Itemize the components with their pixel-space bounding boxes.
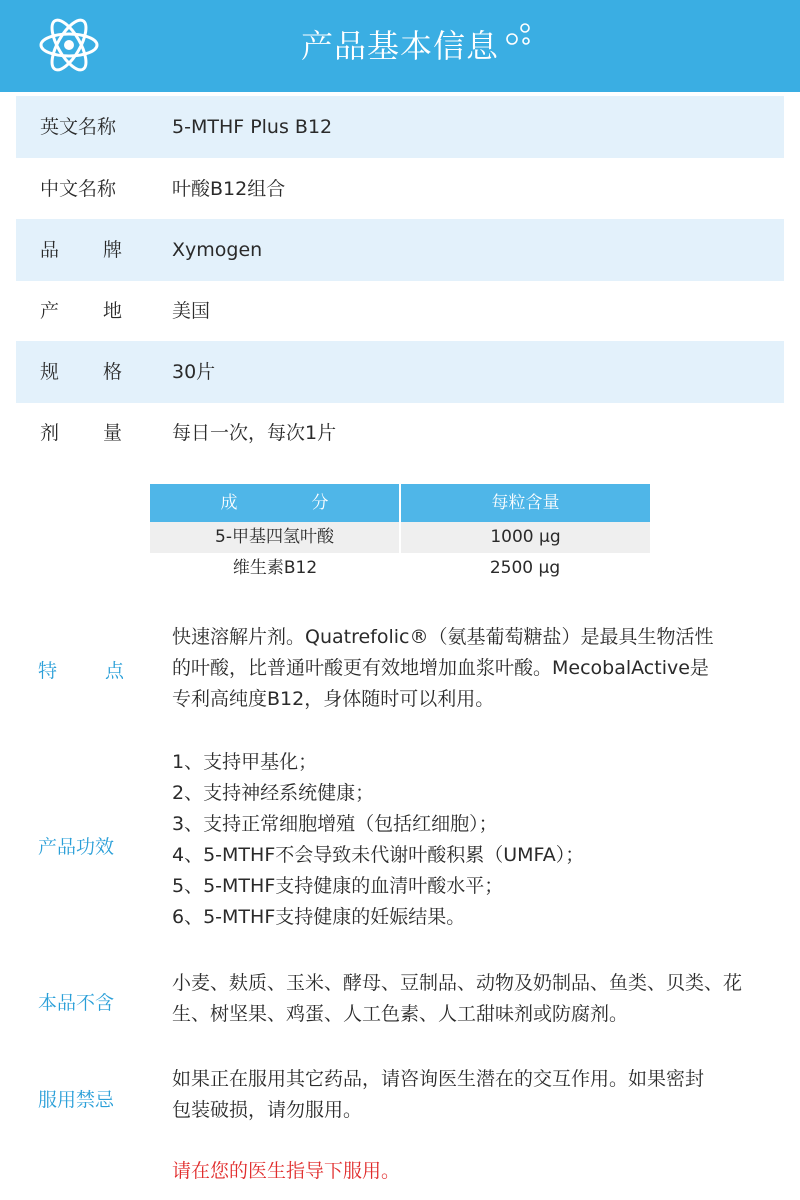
ingredients-table: [150, 484, 650, 584]
excludes-text: [172, 968, 752, 1030]
excludes-label: 本品不含: [38, 992, 115, 1014]
info-label: 英文名称: [40, 116, 117, 138]
info-value: 每日一次，每次1片: [172, 422, 337, 444]
info-label: 剂 量: [40, 422, 122, 444]
info-value: 美国: [172, 300, 211, 322]
list-item: 3、支持正常细胞增殖（包括红细胞）；: [172, 813, 498, 835]
features-label: 特 点: [38, 660, 124, 682]
warning-text: 请在您的医生指导下服用。: [172, 1160, 401, 1182]
info-row-chinese-name: [16, 158, 784, 220]
ingredient-amount-header: 每粒含量: [491, 493, 560, 513]
list-item: 6、5-MTHF支持健康的妊娠结果。: [172, 906, 466, 928]
ingredient-amount: 1000 μg: [490, 527, 561, 547]
contraindications-line: 如果正在服用其它药品，请咨询医生潜在的交互作用。如果密封: [172, 1068, 705, 1090]
contraindications-label: 服用禁忌: [38, 1089, 115, 1111]
page-title: 产品基本信息: [300, 27, 499, 65]
excludes-line: 小麦、麸质、玉米、酵母、豆制品、动物及奶制品、鱼类、贝类、花: [172, 972, 743, 994]
contraindications-text: [172, 1064, 752, 1126]
list-item: 1、支持甲基化；: [172, 751, 318, 773]
info-value: 叶酸B12组合: [172, 178, 286, 200]
info-value: 30片: [172, 361, 216, 383]
info-label: 中文名称: [40, 178, 117, 200]
page-header: [0, 0, 800, 92]
efficacy-label: 产品功效: [38, 836, 115, 858]
list-item: 5、5-MTHF支持健康的血清叶酸水平；: [172, 875, 504, 897]
info-label: 规 格: [40, 361, 122, 383]
info-label: 品 牌: [40, 239, 122, 261]
info-row-english-name: [16, 96, 784, 158]
info-row-origin: [16, 280, 784, 342]
ingredient-name: 维生素B12: [232, 558, 318, 578]
ingredient-name-header: 成 分: [150, 484, 401, 522]
list-item: 4、5-MTHF不会导致未代谢叶酸积累（UMFA）；: [172, 844, 585, 866]
info-row-spec: [16, 341, 784, 403]
excludes-line: 生、树坚果、鸡蛋、人工色素、人工甜味剂或防腐剂。: [172, 1003, 629, 1025]
table-row: [150, 553, 650, 584]
features-line: 专利高纯度B12，身体随时可以利用。: [172, 688, 495, 710]
info-row-dosage: [16, 402, 784, 464]
info-value: 5-MTHF Plus B12: [172, 116, 333, 138]
features-line: 快速溶解片剂。Quatrefolic®（氨基葡萄糖盐）是最具生物活性: [172, 626, 714, 648]
bubbles-icon: [505, 20, 533, 48]
ingredient-amount: 2500 μg: [489, 558, 561, 578]
ingredients-header: [150, 484, 650, 522]
list-item: 2、支持神经系统健康；: [172, 782, 375, 804]
info-row-brand: [16, 219, 784, 281]
ingredient-name: 5-甲基四氢叶酸: [150, 522, 401, 553]
features-line: 的叶酸，比普通叶酸更有效地增加血浆叶酸。MecobalActive是: [172, 657, 709, 679]
info-label: 产 地: [40, 300, 122, 322]
features-text: [172, 622, 752, 715]
info-value: Xymogen: [172, 239, 263, 261]
table-row: [150, 522, 650, 553]
efficacy-list: [172, 747, 752, 933]
contraindications-line: 包装破损，请勿服用。: [172, 1099, 363, 1121]
